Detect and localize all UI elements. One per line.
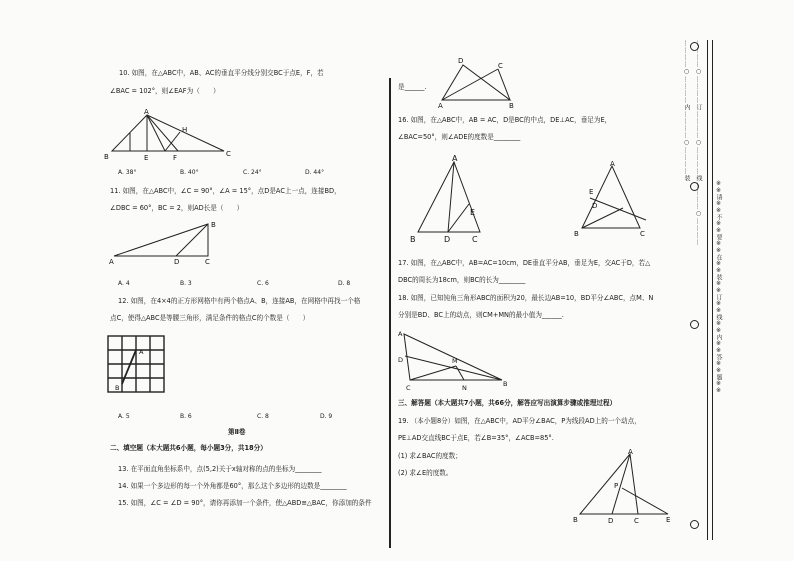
- q12-grid-figure: [106, 334, 166, 398]
- binding-hole-1: [690, 42, 699, 51]
- q12-option-a: A. 5: [118, 413, 130, 420]
- q19-label-p: P: [614, 482, 619, 490]
- q10-option-b: B. 40°: [180, 169, 199, 176]
- q18-label-d: D: [398, 356, 404, 364]
- q18-line2: 分别是BD、BC上的动点，则CM+MN的最小值为______.: [398, 311, 564, 319]
- q12-line2: 点C，使得△ABC是等腰三角形，满足条件的格点C的个数是（ ）: [110, 314, 310, 322]
- binding-hole-3: [690, 320, 699, 329]
- q10-option-a: A. 38°: [118, 169, 137, 176]
- q11-label-d: D: [174, 258, 180, 266]
- q16-line2: ∠BAC=50°，则∠ADE的度数是________: [398, 133, 521, 141]
- q17-label-d: D: [592, 202, 598, 210]
- q19-figure: [572, 448, 676, 524]
- q11-line2: ∠DBC = 60°，BC = 2，则AD长是（ ）: [110, 204, 244, 212]
- q19-sub1: (1) 求∠BAC的度数；: [398, 452, 462, 460]
- q10-option-d: D. 44°: [305, 169, 325, 176]
- q15-text: 15. 如图，∠C = ∠D = 90°，请你再添加一个条件，使△ABD≌△BAC，你添加的条件: [118, 499, 372, 507]
- q12-option-b: B. 6: [180, 413, 192, 420]
- q12-label-a: A: [139, 348, 144, 356]
- q19-label-e: E: [666, 516, 671, 524]
- q18-label-a: A: [398, 330, 403, 338]
- binding-warning: ※※请※※不※※要※※在※※装※※订※※线※※内※※答※※题※※: [715, 180, 722, 394]
- q17-line1: 17. 如图，在△ABC中，AB=AC=10cm，DE垂直平分AB，垂足为E，交AC于D，若△: [398, 259, 651, 267]
- q10-label-h: H: [182, 126, 188, 134]
- q11-label-a: A: [109, 258, 114, 266]
- q17-label-c: C: [640, 230, 645, 238]
- column-divider: [389, 78, 391, 548]
- q17-label-b: B: [574, 230, 579, 238]
- q11-line1: 11. 如图，在△ABC中，∠C = 90°，∠A = 15°，点D是AC上一点，连接BD，: [110, 187, 341, 195]
- q17-line2: DBC的周长为18cm，则BC的长为________: [398, 276, 526, 284]
- binding-dotted-line-inner: …………○…………订…………○…………线…………○…………: [695, 40, 702, 246]
- q19-label-d: D: [608, 517, 614, 524]
- binding-hole-2: [690, 182, 699, 191]
- q15-label-a: A: [438, 102, 443, 109]
- q19-label-a: A: [628, 448, 633, 456]
- q11-figure: [104, 218, 224, 266]
- q18-label-n: N: [462, 384, 467, 392]
- q14-text: 14. 如果一个多边形的每一个外角都是60°，那么这个多边形的边数是________: [118, 482, 347, 490]
- q16-line1: 16. 如图，在△ABC中，AB = AC，D是BC的中点，DE⊥AC，垂足为E，: [398, 116, 612, 124]
- q18-figure: [396, 328, 514, 394]
- q10-line1: 10. 如图，在△ABC中，AB、AC的垂直平分线分别交BC于点E，F，若: [119, 69, 324, 77]
- q10-line2: ∠BAC = 102°，则∠EAF为（ ）: [110, 87, 220, 95]
- q19-line1: 19. （本小题8分）如图，在△ABC中，AD平分∠BAC，P为线段AD上的一个动点，: [398, 417, 641, 425]
- q13-text: 13. 在平面直角坐标系中，点(5,2)关于x轴对称的点的坐标为________: [118, 465, 322, 473]
- q18-label-b: B: [503, 380, 508, 388]
- q12-option-c: C. 8: [257, 413, 269, 420]
- section2-heading: 二、填空题（本大题共6小题，每小题3分，共18分）: [110, 444, 267, 452]
- q11-option-b: B. 3: [180, 280, 192, 287]
- q15-label-d: D: [458, 57, 464, 65]
- q12-option-d: D. 9: [320, 413, 333, 420]
- binding-dotted-line-outer: …………○…………内…………○…………装: [683, 40, 690, 182]
- q16-label-d: D: [444, 235, 451, 244]
- q15-label-b: B: [509, 102, 514, 109]
- binding-hole-4: [690, 520, 699, 529]
- q16-label-c: C: [472, 235, 478, 244]
- q11-label-b: B: [211, 221, 216, 229]
- section2-title: 第Ⅱ卷: [228, 428, 246, 436]
- q16-figure: [406, 152, 496, 244]
- q10-label-a: A: [144, 108, 149, 116]
- section3-heading: 三、解答题（本大题共7小题，共66分，解答应写出演算步骤或推理过程）: [398, 399, 617, 407]
- q11-option-c: C. 6: [257, 280, 269, 287]
- q10-option-c: C. 24°: [243, 169, 262, 176]
- q16-label-b: B: [410, 235, 416, 244]
- q10-label-e: E: [144, 154, 149, 162]
- q15-tail: 是______.: [398, 83, 427, 91]
- q17-label-a: A: [610, 160, 615, 168]
- q19-label-b: B: [573, 516, 578, 524]
- q15-figure: [436, 54, 516, 109]
- q17-label-e: E: [589, 188, 594, 196]
- q10-label-b: B: [104, 153, 109, 161]
- q12-line1: 12. 如图，在4×4的正方形网格中有两个格点A、B，连接AB，在网格中再找一个格: [118, 297, 361, 305]
- q19-sub2: (2) 求∠E的度数。: [398, 469, 453, 477]
- q11-option-a: A. 4: [118, 280, 130, 287]
- q19-label-c: C: [634, 517, 639, 524]
- q11-label-c: C: [205, 258, 210, 266]
- q10-figure: [102, 107, 232, 162]
- q11-option-d: D. 8: [338, 280, 351, 287]
- q16-label-a: A: [452, 154, 458, 163]
- q10-label-f: F: [173, 154, 178, 162]
- q16-label-e: E: [470, 208, 476, 217]
- q18-line1: 18. 如图，已知钝角三角形ABC的面积为20，最长边AB=10，BD平分∠ABC，点M、N: [398, 294, 654, 302]
- q12-label-b: B: [115, 384, 120, 392]
- q18-label-m: M: [452, 357, 458, 365]
- q15-label-c: C: [498, 62, 503, 70]
- q17-figure: [570, 160, 660, 240]
- binding-frame: [707, 40, 713, 540]
- q19-line2: PE⊥AD交直线BC于点E，若∠B=35°，∠ACB=85°.: [398, 434, 554, 442]
- q10-label-c: C: [226, 150, 231, 158]
- q18-label-c: C: [406, 384, 411, 392]
